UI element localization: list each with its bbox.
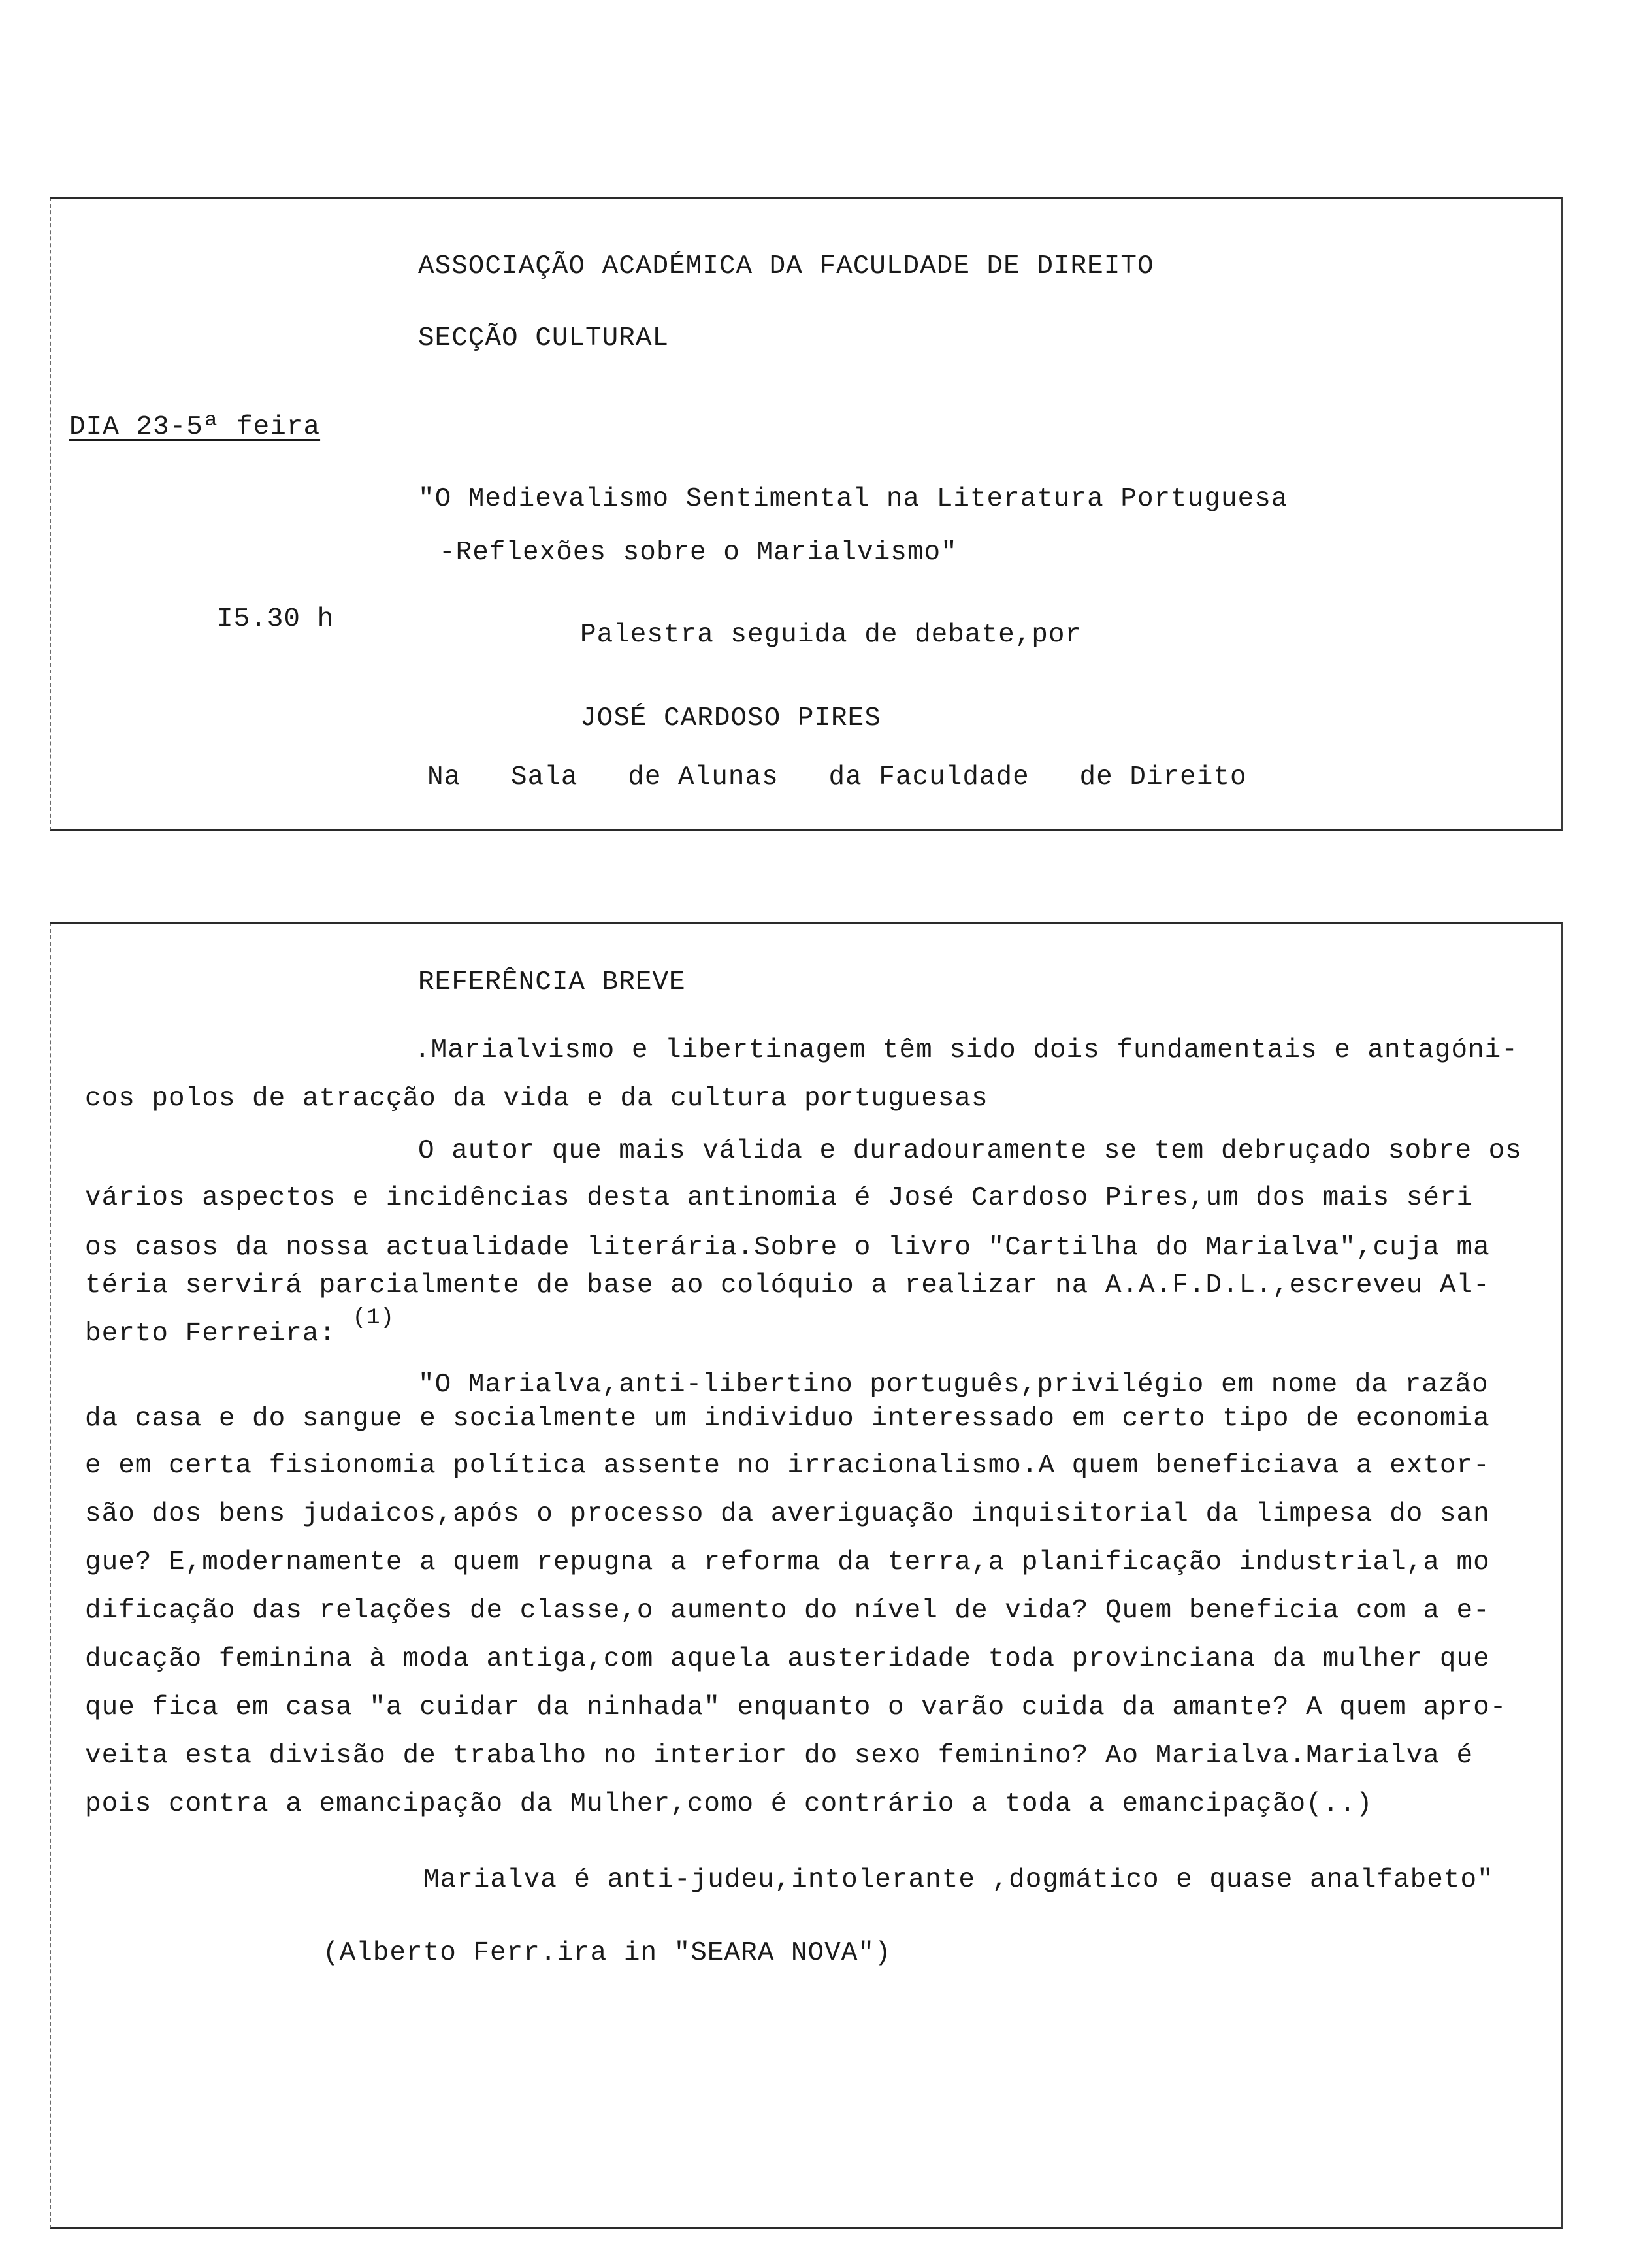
event-date: DIA 23-5ª feira <box>69 412 321 442</box>
footnote-marker: (1) <box>352 1306 395 1331</box>
quote-attribution: (Alberto Ferr.ira in "SEARA NOVA") <box>323 1938 892 1968</box>
speaker-name: JOSÉ CARDOSO PIRES <box>580 704 881 734</box>
announcement-box <box>50 197 1563 831</box>
reference-heading: REFERÊNCIA BREVE <box>418 967 686 997</box>
quote-line: e em certa fisionomia política assente no irracionalismo.A quem beneficiava a extor- <box>85 1451 1490 1481</box>
paragraph1-line: cos polos de atracção da vida e da cultura portuguesas <box>85 1084 988 1114</box>
association-name: ASSOCIAÇÃO ACADÉMICA DA FACULDADE DE DIREITO <box>418 251 1154 282</box>
quote-line: dificação das relações de classe,o aumento do nível de vida? Quem beneficia com a e- <box>85 1596 1490 1626</box>
paragraph2-line: os casos da nossa actualidade literária.Sobre o livro "Cartilha do Marialva",cuja ma <box>85 1233 1490 1263</box>
quote-line: da casa e do sangue e socialmente um individuo interessado em certo tipo de economia <box>85 1404 1490 1434</box>
event-time: I5.30 h <box>217 604 334 634</box>
quote-line: ducação feminina à moda antiga,com aquela austeridade toda provinciana da mulher que <box>85 1644 1490 1674</box>
paragraph1-line: .Marialvismo e libertinagem têm sido dois fundamentais e antagóni- <box>414 1035 1518 1065</box>
paragraph2-line: vários aspectos e incidências desta antinomia é José Cardoso Pires,um dos mais séri <box>85 1183 1474 1213</box>
quote-line: pois contra a emancipação da Mulher,como é contrário a toda a emancipação(..) <box>85 1789 1373 1819</box>
quote-line: que fica em casa "a cuidar da ninhada" enquanto o varão cuida da amante? A quem apro- <box>85 1693 1507 1723</box>
paragraph2-line-with-footnote <box>85 1306 395 1349</box>
lecture-title-line1: "O Medievalismo Sentimental na Literatura Portuguesa <box>418 484 1288 514</box>
paragraph2-line: O autor que mais válida e duradouramente se tem debruçado sobre os <box>418 1136 1522 1166</box>
quote-line: são dos bens judaicos,após o processo da averiguação inquisitorial da limpesa do san <box>85 1499 1490 1529</box>
event-format: Palestra seguida de debate,por <box>580 620 1082 650</box>
quote-line: "O Marialva,anti-libertino português,privilégio em nome da razão <box>418 1370 1489 1400</box>
paragraph2-last-line: berto Ferreira: <box>85 1319 336 1349</box>
lecture-title-line2: -Reflexões sobre o Marialvismo" <box>439 538 958 568</box>
paragraph2-line: téria servirá parcialmente de base ao colóquio a realizar na A.A.F.D.L.,escreveu Al- <box>85 1271 1490 1301</box>
quote-line: veita esta divisão de trabalho no interior do sexo feminino? Ao Marialva.Marialva é <box>85 1741 1474 1771</box>
quote-line: gue? E,modernamente a quem repugna a reforma da terra,a planificação industrial,a mo <box>85 1547 1490 1578</box>
quote-closing-line: Marialva é anti-judeu,intolerante ,dogmático e quase analfabeto" <box>423 1865 1494 1895</box>
event-venue: Na Sala de Alunas da Faculdade de Direito <box>427 762 1247 792</box>
section-name: SECÇÃO CULTURAL <box>418 323 670 353</box>
